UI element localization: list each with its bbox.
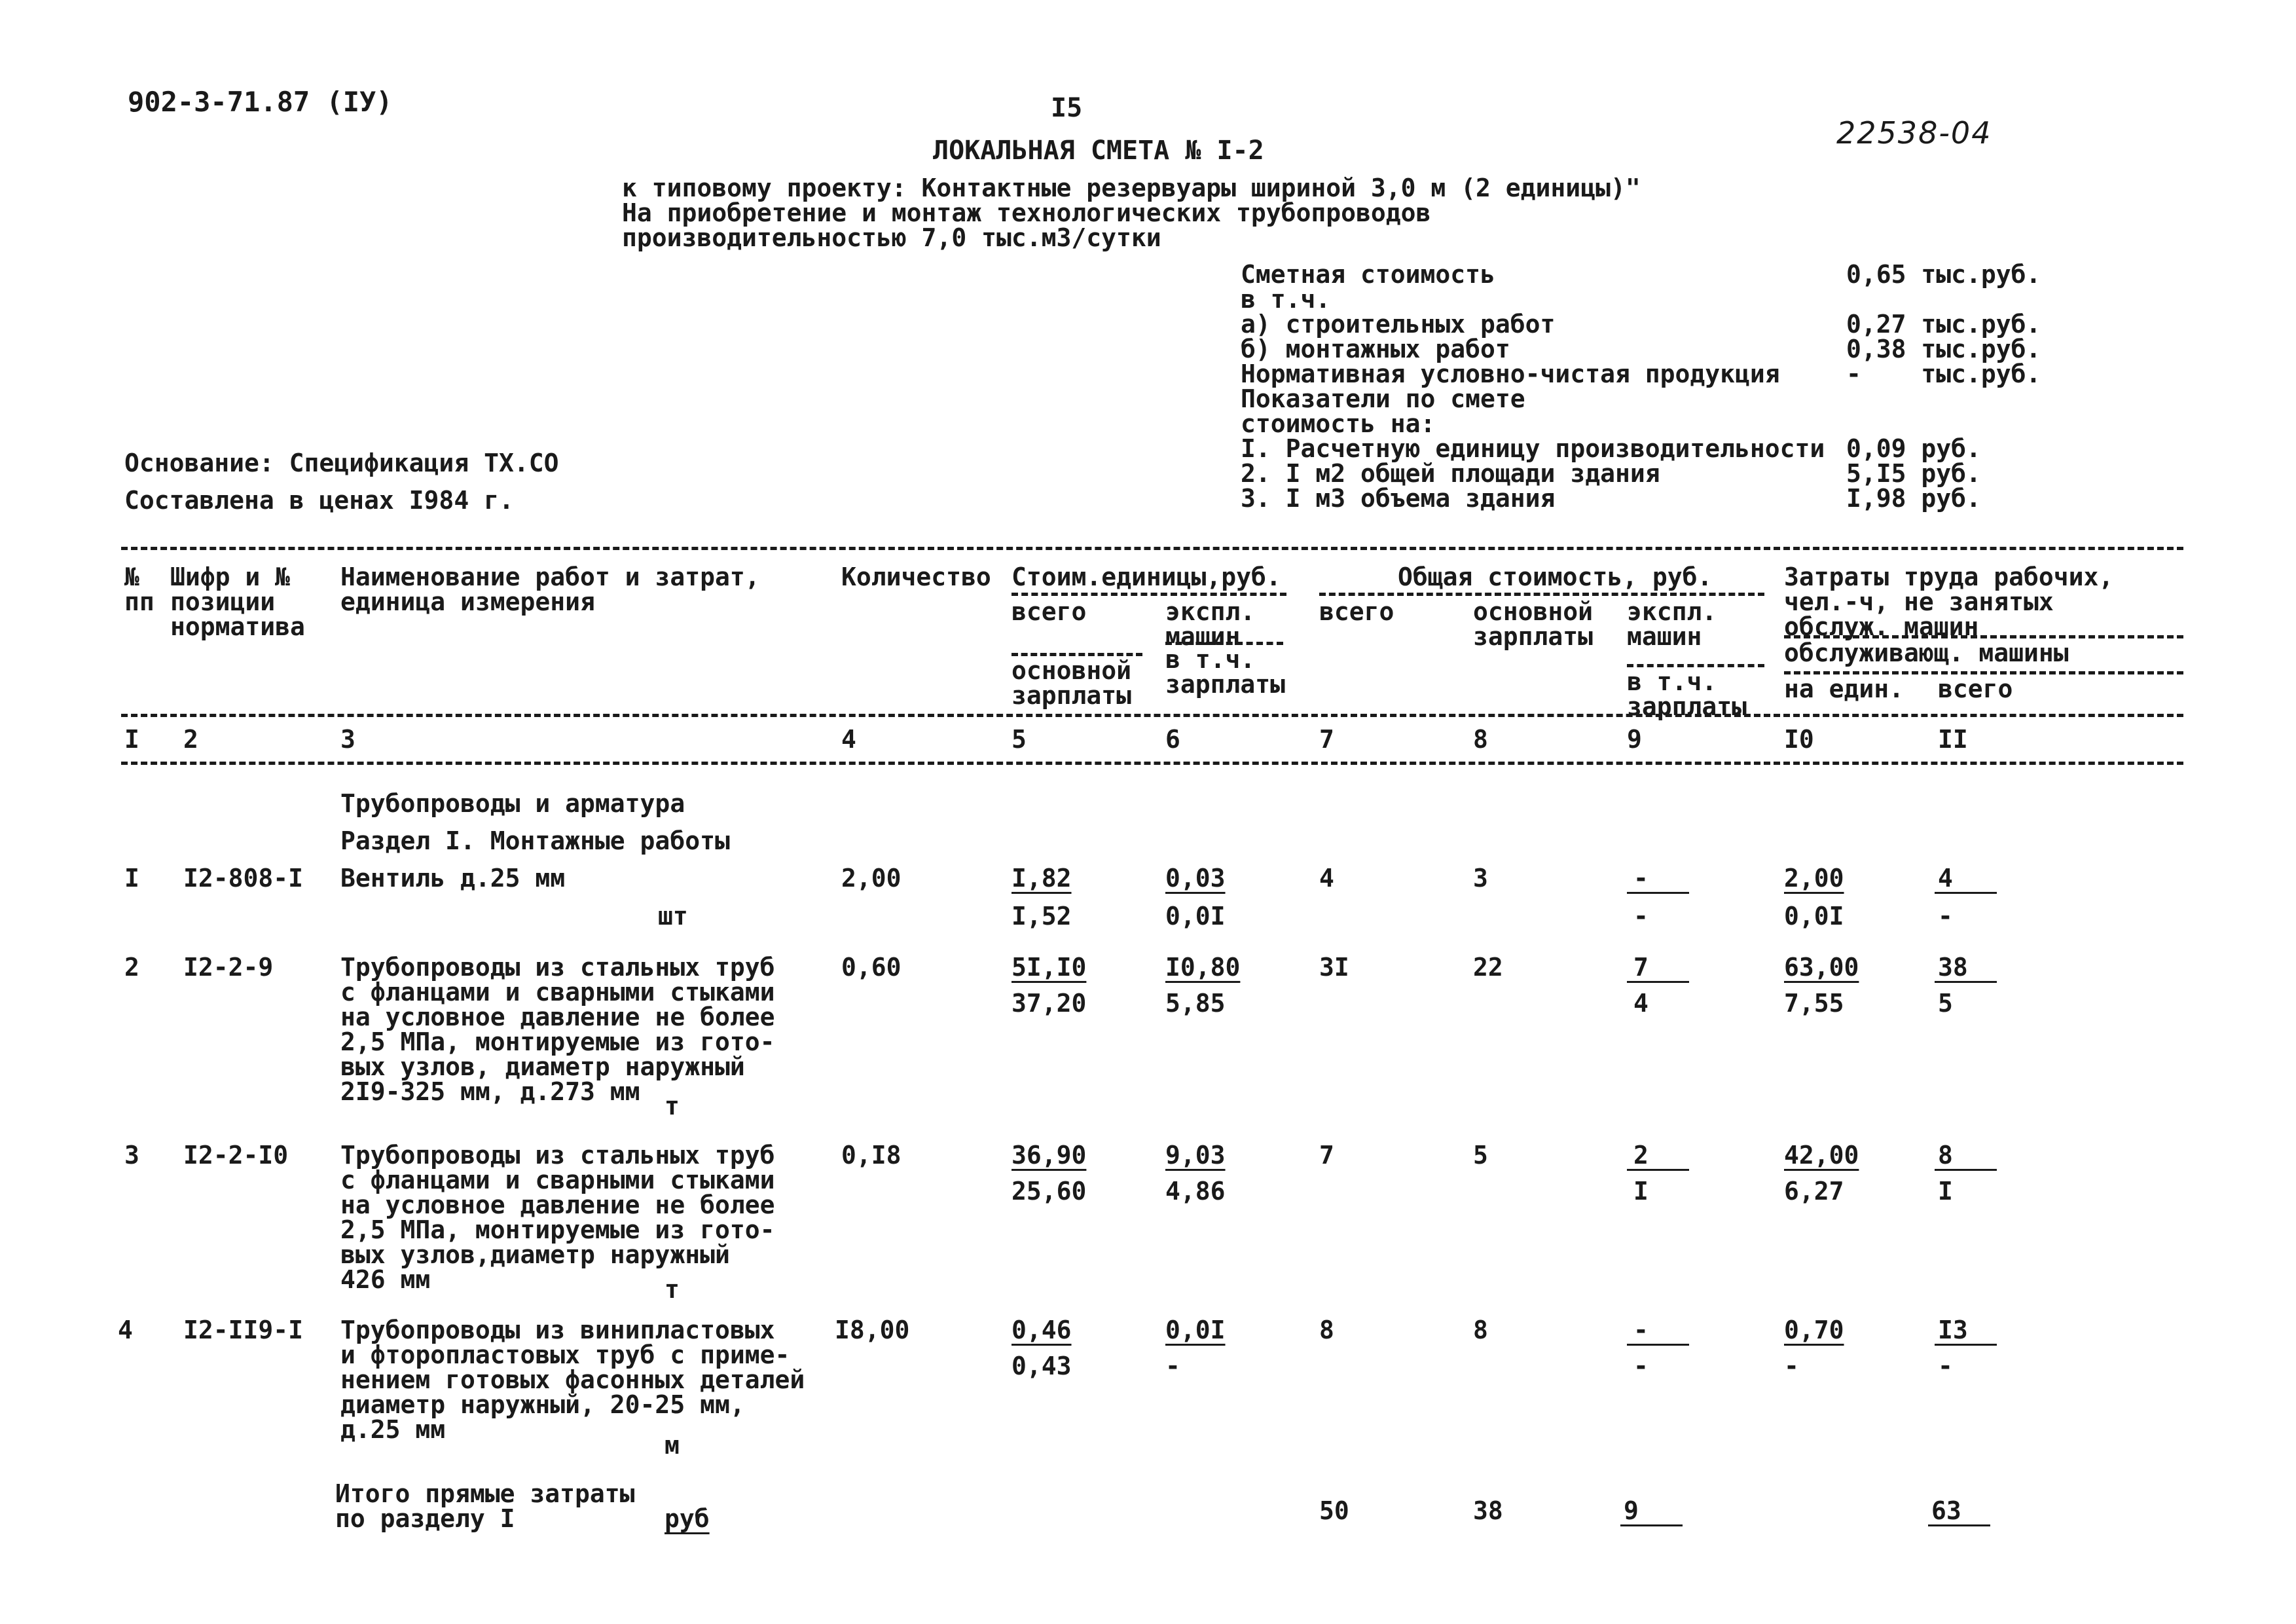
summary-label-total: Сметная стоимость bbox=[1241, 260, 1495, 289]
row-labor-unit-machines: 6,27 bbox=[1784, 1177, 1844, 1206]
row-total-machine-wages: - bbox=[1633, 1352, 1649, 1380]
col-header-8: основной зарплаты bbox=[1473, 597, 1594, 651]
row-labor-unit: 0,70 bbox=[1784, 1316, 1844, 1344]
row-labor-total-underline bbox=[1935, 1169, 1997, 1171]
summary-label-construction: а) строительных работ bbox=[1241, 310, 1556, 339]
header-rule-labor-1 bbox=[1784, 635, 2183, 638]
row-labor-total-machines: - bbox=[1938, 902, 1953, 931]
row-unit-cost-wages: 37,20 bbox=[1011, 989, 1087, 1018]
row-total: 8 bbox=[1319, 1316, 1334, 1344]
total-label: Итого прямые затраты по разделу I bbox=[335, 1479, 635, 1533]
row-code: I2-2-9 bbox=[183, 953, 274, 982]
summary-label-cost-per: стоимость на: bbox=[1241, 409, 1436, 438]
row-labor-total-underline bbox=[1935, 981, 1997, 983]
row-code: I2-II9-I bbox=[183, 1316, 304, 1344]
row-unit: т bbox=[665, 1092, 680, 1120]
col-header-11: всего bbox=[1938, 674, 2013, 703]
summary-value-net-product: - тыс.руб. bbox=[1846, 360, 2041, 388]
row-labor-unit-machines: 7,55 bbox=[1784, 989, 1844, 1018]
row-total: 3I bbox=[1319, 953, 1349, 982]
row-unit: т bbox=[665, 1275, 680, 1304]
row-unit-cost-total: 36,90 bbox=[1011, 1141, 1087, 1170]
summary-label-per-capacity: I. Расчетную единицу производительности bbox=[1241, 434, 1825, 463]
row-number: 2 bbox=[124, 953, 139, 982]
row-total-wages: 22 bbox=[1473, 953, 1503, 982]
row-total-machines-underline bbox=[1627, 1344, 1689, 1346]
row-total-machine-wages: 4 bbox=[1633, 989, 1649, 1018]
col-number-8: 8 bbox=[1473, 725, 1488, 754]
row-unit-cost-machines: 9,03 bbox=[1165, 1141, 1226, 1170]
total-labor: 63 bbox=[1931, 1496, 1961, 1525]
row-labor-total-machines: 5 bbox=[1938, 989, 1953, 1018]
row-labor-total-underline bbox=[1935, 1344, 1997, 1346]
col-number-2: 2 bbox=[183, 725, 198, 754]
row-labor-total-underline bbox=[1935, 892, 1997, 894]
row-name: Трубопроводы из стальных труб с фланцами и сварными стыками на условное давление не более 2,5 МПа, монтируемые из гото- вых узлов, диаметр наружный 2I9-325 мм, д.273 мм bbox=[340, 953, 775, 1106]
row-unit-cost-machines: I0,80 bbox=[1165, 953, 1241, 982]
row-unit-cost-total: I,82 bbox=[1011, 864, 1072, 893]
total-labor-underline bbox=[1928, 1524, 1990, 1526]
row-unit-cost-machine-wages: 5,85 bbox=[1165, 989, 1226, 1018]
row-total-machine-wages: I bbox=[1633, 1177, 1649, 1206]
col-header-labor: Затраты труда рабочих, чел.-ч, не занятых обслуж. машин bbox=[1784, 563, 2114, 641]
row-labor-total: I3 bbox=[1938, 1316, 1968, 1344]
row-labor-total: 8 bbox=[1938, 1141, 1953, 1170]
col-header-quantity: Количество bbox=[841, 563, 991, 591]
group-heading: Трубопроводы и арматура bbox=[340, 789, 685, 818]
col-header-total-cost: Общая стоимость, руб. bbox=[1398, 563, 1713, 591]
summary-label-indicators: Показатели по смете bbox=[1241, 384, 1525, 413]
row-total-machines: 7 bbox=[1633, 953, 1649, 982]
row-total-wages: 3 bbox=[1473, 864, 1488, 893]
summary-value-total: 0,65 тыс.руб. bbox=[1846, 260, 2041, 289]
row-number: I bbox=[124, 864, 139, 893]
row-total-machine-wages: - bbox=[1633, 902, 1649, 931]
col-header-labor-machines: обслуживающ. машины bbox=[1784, 638, 2069, 667]
row-unit-cost-total: 5I,I0 bbox=[1011, 953, 1087, 982]
summary-value-installation: 0,38 тыс.руб. bbox=[1846, 335, 2041, 363]
row-total-machines: - bbox=[1633, 1316, 1649, 1344]
row-unit-cost-machines: 0,03 bbox=[1165, 864, 1226, 893]
row-labor-unit: 42,00 bbox=[1784, 1141, 1859, 1170]
row-unit-cost-machine-wages: 0,0I bbox=[1165, 902, 1226, 931]
row-labor-unit: 2,00 bbox=[1784, 864, 1844, 893]
total-cost: 50 bbox=[1319, 1496, 1349, 1525]
row-quantity: 0,I8 bbox=[841, 1141, 902, 1170]
row-labor-total: 4 bbox=[1938, 864, 1953, 893]
total-machines: 9 bbox=[1624, 1496, 1639, 1525]
col-header-code: Шифр и № позиции норматива bbox=[170, 563, 305, 641]
column-numbers-rule bbox=[121, 762, 2183, 765]
row-labor-unit: 63,00 bbox=[1784, 953, 1859, 982]
summary-label-net-product: Нормативная условно-чистая продукция bbox=[1241, 360, 1780, 388]
col-number-7: 7 bbox=[1319, 725, 1334, 754]
header-sub-rule-7-9 bbox=[1319, 593, 1764, 596]
row-unit-cost-machine-wages: 4,86 bbox=[1165, 1177, 1226, 1206]
row-unit-cost-wages: 0,43 bbox=[1011, 1352, 1072, 1380]
col-number-4: 4 bbox=[841, 725, 856, 754]
row-code: I2-808-I bbox=[183, 864, 304, 893]
row-unit-cost-total: 0,46 bbox=[1011, 1316, 1072, 1344]
summary-label-incl: в т.ч. bbox=[1241, 285, 1331, 314]
col-number-6: 6 bbox=[1165, 725, 1180, 754]
col-header-5a: всего bbox=[1011, 597, 1087, 626]
subtitle-line-2: На приобретение и монтаж технологических трубопроводов bbox=[622, 198, 1431, 227]
summary-value-per-capacity: 0,09 руб. bbox=[1846, 434, 1981, 463]
col-header-7: всего bbox=[1319, 597, 1394, 626]
row-number: 4 bbox=[118, 1316, 133, 1344]
row-total-machines-underline bbox=[1627, 981, 1689, 983]
col-number-9: 9 bbox=[1627, 725, 1642, 754]
col-header-5b: основной зарплаты bbox=[1011, 656, 1132, 710]
col-number-10: I0 bbox=[1784, 725, 1814, 754]
row-unit: шт bbox=[658, 902, 688, 931]
subtitle-line-1: к типовому проекту: Контактные резервуары шириной 3,0 м (2 единицы)" bbox=[622, 174, 1641, 202]
row-labor-total-machines: - bbox=[1938, 1352, 1953, 1380]
col-header-10: на един. bbox=[1784, 674, 1904, 703]
row-quantity: 0,60 bbox=[841, 953, 902, 982]
row-name: Трубопроводы из стальных труб с фланцами и сварными стыками на условное давление не более 2,5 МПа, монтируемые из гото- вых узлов,диаметр наружный 426 мм bbox=[340, 1141, 775, 1294]
total-unit: руб bbox=[665, 1504, 710, 1533]
document-title: ЛОКАЛЬНАЯ СМЕТА № I-2 bbox=[933, 136, 1264, 166]
row-total-wages: 8 bbox=[1473, 1316, 1488, 1344]
col-header-6b: в т.ч. зарплаты bbox=[1165, 645, 1286, 699]
table-top-rule bbox=[121, 547, 2183, 550]
row-name: Трубопроводы из винипластовых и фторопластовых труб с приме- нением готовых фасонных деталей диаметр наружный, 20-25 мм, д.25 мм bbox=[340, 1316, 805, 1444]
summary-value-per-m3: I,98 руб. bbox=[1846, 484, 1981, 513]
col-number-3: 3 bbox=[340, 725, 355, 754]
row-total: 7 bbox=[1319, 1141, 1334, 1170]
row-labor-total: 38 bbox=[1938, 953, 1968, 982]
basis-note: Основание: Спецификация ТХ.СО bbox=[124, 449, 559, 477]
col-header-no: № пп bbox=[124, 563, 155, 616]
summary-label-per-m2: 2. I м2 общей площади здания bbox=[1241, 459, 1660, 488]
row-total-machines: - bbox=[1633, 864, 1649, 893]
row-total: 4 bbox=[1319, 864, 1334, 893]
row-quantity: I8,00 bbox=[835, 1316, 910, 1344]
col-number-5: 5 bbox=[1011, 725, 1027, 754]
row-unit-cost-wages: I,52 bbox=[1011, 902, 1072, 931]
subtitle-line-3: производительностью 7,0 тыс.м3/сутки bbox=[622, 223, 1161, 252]
col-header-name: Наименование работ и затрат, единица измерения bbox=[340, 563, 760, 616]
col-number-1: I bbox=[124, 725, 139, 754]
row-total-wages: 5 bbox=[1473, 1141, 1488, 1170]
row-unit-cost-machine-wages: - bbox=[1165, 1352, 1180, 1380]
summary-value-per-m2: 5,I5 руб. bbox=[1846, 459, 1981, 488]
col-number-11: II bbox=[1938, 725, 1968, 754]
col-header-9a: экспл. машин bbox=[1627, 597, 1717, 651]
row-total-machines-underline bbox=[1627, 1169, 1689, 1171]
row-code: I2-2-I0 bbox=[183, 1141, 289, 1170]
summary-label-per-m3: 3. I м3 объема здания bbox=[1241, 484, 1556, 513]
summary-label-installation: б) монтажных работ bbox=[1241, 335, 1510, 363]
row-unit-cost-machines: 0,0I bbox=[1165, 1316, 1226, 1344]
handwritten-document-number: 22538-04 bbox=[1836, 115, 1992, 151]
section-heading: Раздел I. Монтажные работы bbox=[340, 826, 730, 855]
total-machines-underline bbox=[1620, 1524, 1683, 1526]
row-unit-cost-wages: 25,60 bbox=[1011, 1177, 1087, 1206]
row-total-machines: 2 bbox=[1633, 1141, 1649, 1170]
row-labor-unit-machines: 0,0I bbox=[1784, 902, 1844, 931]
page-number: I5 bbox=[1051, 93, 1083, 123]
row-name: Вентиль д.25 мм bbox=[340, 864, 566, 893]
row-labor-unit-machines: - bbox=[1784, 1352, 1799, 1380]
col-header-6a: экспл. машин bbox=[1165, 597, 1256, 651]
row-quantity: 2,00 bbox=[841, 864, 902, 893]
total-wages: 38 bbox=[1473, 1496, 1503, 1525]
row-unit: м bbox=[665, 1431, 680, 1460]
row-number: 3 bbox=[124, 1141, 139, 1170]
header-sub-rule-5-6 bbox=[1011, 593, 1286, 596]
document-code: 902-3-71.87 (IУ) bbox=[128, 86, 393, 118]
summary-value-construction: 0,27 тыс.руб. bbox=[1846, 310, 2041, 339]
row-labor-total-machines: I bbox=[1938, 1177, 1953, 1206]
row-total-machines-underline bbox=[1627, 892, 1689, 894]
col-header-unit-cost: Стоим.единицы,руб. bbox=[1011, 563, 1281, 591]
price-level-note: Составлена в ценах I984 г. bbox=[124, 486, 514, 515]
col-header-9b: в т.ч. зарплаты bbox=[1627, 667, 1747, 721]
header-bottom-rule bbox=[121, 714, 2183, 717]
